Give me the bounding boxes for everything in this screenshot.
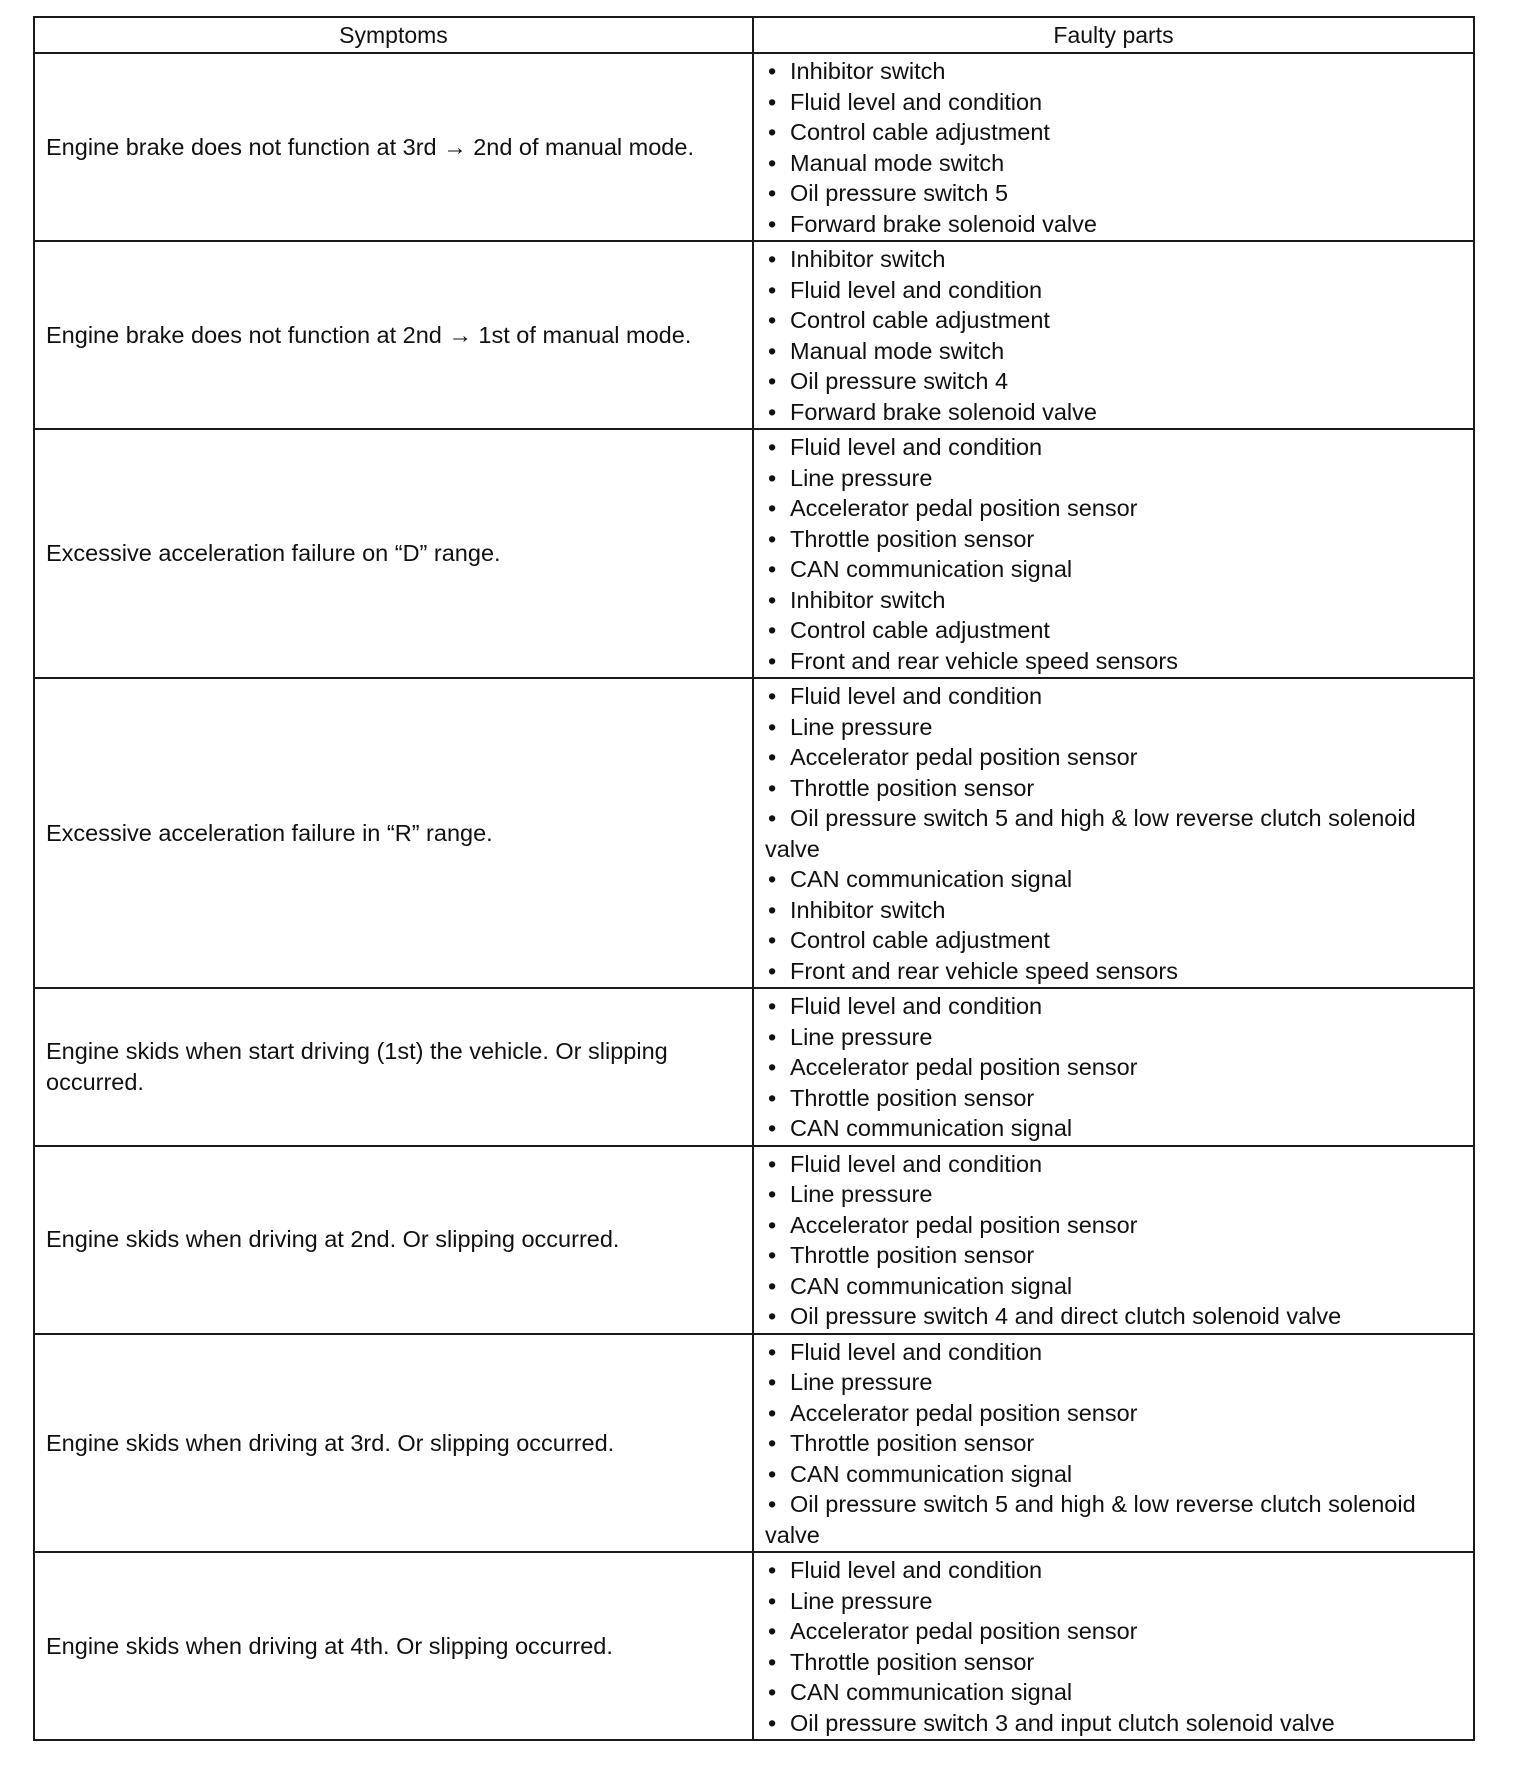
faulty-part-item (765, 1398, 1465, 1429)
faulty-part-item (765, 1367, 1465, 1398)
faulty-part-item (765, 1428, 1465, 1459)
symptoms-header: Symptoms (34, 17, 753, 53)
bullet-icon: • (768, 246, 777, 272)
bullet-icon: • (768, 896, 777, 923)
faulty-part-item (765, 397, 1465, 428)
faulty-part-item (765, 366, 1465, 397)
faulty-part-item (765, 1616, 1465, 1647)
symptom-cell: Engine skids when driving at 2nd. Or slipping occurred. (34, 1146, 753, 1334)
bullet-icon: • (768, 149, 777, 176)
faulty-part-item (765, 1708, 1465, 1739)
faulty-part-label: Forward brake solenoid valve (790, 210, 1097, 237)
faulty-parts-list (765, 432, 1465, 676)
faulty-part-label: Forward brake solenoid valve (790, 398, 1097, 425)
bullet-icon: • (768, 307, 777, 333)
faulty-part-label: Fluid level and condition (790, 434, 1043, 460)
bullet-icon: • (768, 744, 777, 770)
symptom-cell: Engine skids when start driving (1st) the vehicle. Or slipping occurred. (34, 988, 753, 1146)
faulty-parts-list (765, 1555, 1465, 1738)
faulty-part-label: Line pressure (790, 1181, 933, 1207)
faulty-part-label: CAN communication signal (790, 1115, 1073, 1141)
faulty-part-item (765, 1083, 1465, 1114)
faulty-part-item (765, 1677, 1465, 1708)
bullet-icon: • (768, 647, 777, 674)
faulty-parts-cell (753, 429, 1474, 678)
faulty-part-label: CAN communication signal (790, 556, 1073, 582)
faulty-part-item (765, 956, 1465, 987)
faulty-part-item (765, 1586, 1465, 1617)
faulty-part-label: Fluid level and condition (790, 1150, 1043, 1177)
bullet-icon: • (768, 556, 777, 582)
faulty-part-label: Inhibitor switch (790, 246, 946, 272)
faulty-part-label: Fluid level and condition (790, 276, 1043, 303)
faulty-part-item (765, 87, 1465, 118)
faulty-part-label: Oil pressure switch 5 and high & low reverse clutch solenoid valve (765, 805, 1416, 862)
faulty-part-item (765, 1271, 1465, 1302)
bullet-icon: • (768, 805, 777, 831)
faulty-part-label: Throttle position sensor (790, 525, 1035, 552)
faulty-part-label: Accelerator pedal position sensor (790, 1618, 1138, 1644)
bullet-icon: • (768, 525, 777, 552)
faulty-part-label: Control cable adjustment (790, 119, 1050, 145)
bullet-icon: • (768, 866, 777, 892)
symptom-cell: Engine brake does not function at 3rd → 2nd of manual mode. (34, 53, 753, 241)
faulty-part-label: Line pressure (790, 1587, 933, 1614)
bullet-icon: • (768, 1303, 777, 1329)
faulty-part-label: Fluid level and condition (790, 88, 1043, 115)
bullet-icon: • (768, 586, 777, 613)
faulty-part-label: Front and rear vehicle speed sensors (790, 957, 1178, 984)
faulty-part-label: Throttle position sensor (790, 1242, 1035, 1268)
bullet-icon: • (768, 464, 777, 491)
faulty-part-label: Throttle position sensor (790, 1430, 1035, 1456)
bullet-icon: • (768, 1648, 777, 1675)
symptom-table (33, 16, 1475, 1741)
faulty-parts-list (765, 681, 1465, 986)
faulty-part-item (765, 1113, 1465, 1144)
faulty-part-label: CAN communication signal (790, 1679, 1073, 1705)
bullet-icon: • (768, 1115, 777, 1141)
faulty-part-item (765, 1149, 1465, 1180)
faulty-part-label: Front and rear vehicle speed sensors (790, 647, 1178, 674)
table-row (34, 1334, 1474, 1553)
bullet-icon: • (768, 434, 777, 460)
faulty-part-label: Accelerator pedal position sensor (790, 495, 1138, 521)
faulty-part-item (765, 681, 1465, 712)
faulty-parts-list (765, 991, 1465, 1144)
bullet-icon: • (768, 774, 777, 801)
bullet-icon: • (768, 1430, 777, 1456)
bullet-icon: • (768, 1211, 777, 1238)
faulty-parts-cell (753, 1146, 1474, 1334)
faulty-part-label: Fluid level and condition (790, 1557, 1043, 1583)
bullet-icon: • (768, 1557, 777, 1583)
table-row (34, 241, 1474, 429)
faulty-part-item (765, 178, 1465, 209)
table-row (34, 988, 1474, 1146)
faulty-part-item (765, 275, 1465, 306)
bullet-icon: • (768, 1491, 777, 1517)
faulty-part-item (765, 305, 1465, 336)
faulty-part-label: Oil pressure switch 4 (790, 368, 1009, 394)
faulty-part-item (765, 1647, 1465, 1678)
faulty-part-item (765, 925, 1465, 956)
faulty-part-item (765, 524, 1465, 555)
faulty-part-label: Inhibitor switch (790, 58, 946, 84)
bullet-icon: • (768, 276, 777, 303)
faulty-part-label: Oil pressure switch 3 and input clutch solenoid valve (790, 1709, 1335, 1736)
faulty-part-item (765, 1052, 1465, 1083)
faulty-part-label: Manual mode switch (790, 149, 1005, 176)
faulty-part-label: Fluid level and condition (790, 993, 1043, 1019)
faulty-part-label: Inhibitor switch (790, 896, 946, 923)
faulty-part-label: CAN communication signal (790, 1460, 1073, 1487)
faulty-part-label: Throttle position sensor (790, 1084, 1035, 1111)
bullet-icon: • (768, 1272, 777, 1299)
faulty-part-label: Control cable adjustment (790, 617, 1050, 643)
table-row (34, 429, 1474, 678)
faulty-part-label: Throttle position sensor (790, 774, 1035, 801)
bullet-icon: • (768, 1460, 777, 1487)
faulty-part-item (765, 1240, 1465, 1271)
faulty-part-label: Accelerator pedal position sensor (790, 1054, 1138, 1080)
faulty-parts-list (765, 1149, 1465, 1332)
bullet-icon: • (768, 1023, 777, 1050)
bullet-icon: • (768, 957, 777, 984)
bullet-icon: • (768, 1709, 777, 1736)
table-row (34, 678, 1474, 988)
faulty-part-item (765, 554, 1465, 585)
bullet-icon: • (768, 1150, 777, 1177)
bullet-icon: • (768, 1399, 777, 1426)
bullet-icon: • (768, 119, 777, 145)
bullet-icon: • (768, 1181, 777, 1207)
faulty-part-label: Fluid level and condition (790, 683, 1043, 709)
bullet-icon: • (768, 1369, 777, 1395)
faulty-parts-list (765, 56, 1465, 239)
bullet-icon: • (768, 1242, 777, 1268)
faulty-parts-cell (753, 241, 1474, 429)
faulty-part-item (765, 209, 1465, 240)
faulty-part-item (765, 864, 1465, 895)
faulty-part-item (765, 1555, 1465, 1586)
symptom-cell: Engine skids when driving at 3rd. Or slipping occurred. (34, 1334, 753, 1553)
faulty-part-item (765, 432, 1465, 463)
faulty-part-item (765, 1179, 1465, 1210)
symptom-cell: Engine skids when driving at 4th. Or slipping occurred. (34, 1552, 753, 1740)
faulty-part-item (765, 148, 1465, 179)
bullet-icon: • (768, 180, 777, 206)
faulty-part-item (765, 117, 1465, 148)
faulty-parts-header: Faulty parts (753, 17, 1474, 53)
table-body (34, 53, 1474, 1740)
faulty-parts-cell (753, 1552, 1474, 1740)
faulty-part-item (765, 336, 1465, 367)
faulty-part-item (765, 1210, 1465, 1241)
faulty-part-label: Oil pressure switch 5 and high & low reverse clutch solenoid valve (765, 1491, 1416, 1548)
faulty-part-item (765, 493, 1465, 524)
faulty-part-item (765, 712, 1465, 743)
faulty-part-label: CAN communication signal (790, 866, 1073, 892)
faulty-part-label: Oil pressure switch 4 and direct clutch solenoid valve (790, 1303, 1342, 1329)
bullet-icon: • (768, 337, 777, 364)
faulty-part-label: Inhibitor switch (790, 586, 946, 613)
faulty-part-label: Line pressure (790, 1369, 933, 1395)
bullet-icon: • (768, 1679, 777, 1705)
bullet-icon: • (768, 1618, 777, 1644)
bullet-icon: • (768, 617, 777, 643)
table-row (34, 1552, 1474, 1740)
bullet-icon: • (768, 88, 777, 115)
header-row (34, 17, 1474, 53)
bullet-icon: • (768, 927, 777, 953)
faulty-part-label: Line pressure (790, 713, 933, 740)
faulty-part-item (765, 646, 1465, 677)
faulty-parts-cell (753, 1334, 1474, 1553)
faulty-parts-list (765, 244, 1465, 427)
bullet-icon: • (768, 398, 777, 425)
faulty-part-label: Accelerator pedal position sensor (790, 1399, 1138, 1426)
faulty-part-label: Throttle position sensor (790, 1648, 1035, 1675)
faulty-part-item (765, 463, 1465, 494)
faulty-part-item (765, 895, 1465, 926)
faulty-part-label: Accelerator pedal position sensor (790, 744, 1138, 770)
faulty-part-label: Fluid level and condition (790, 1338, 1043, 1365)
faulty-part-item (765, 742, 1465, 773)
faulty-parts-cell (753, 988, 1474, 1146)
faulty-part-item (765, 1489, 1465, 1550)
bullet-icon: • (768, 58, 777, 84)
faulty-part-item (765, 56, 1465, 87)
symptom-cell: Engine brake does not function at 2nd → 1st of manual mode. (34, 241, 753, 429)
faulty-part-item (765, 1337, 1465, 1368)
faulty-part-item (765, 773, 1465, 804)
faulty-part-label: Control cable adjustment (790, 307, 1050, 333)
bullet-icon: • (768, 368, 777, 394)
faulty-part-item (765, 803, 1465, 864)
bullet-icon: • (768, 1054, 777, 1080)
faulty-part-label: CAN communication signal (790, 1272, 1073, 1299)
bullet-icon: • (768, 1587, 777, 1614)
faulty-part-label: Manual mode switch (790, 337, 1005, 364)
bullet-icon: • (768, 683, 777, 709)
faulty-part-label: Accelerator pedal position sensor (790, 1211, 1138, 1238)
bullet-icon: • (768, 495, 777, 521)
bullet-icon: • (768, 1084, 777, 1111)
faulty-part-item (765, 1022, 1465, 1053)
faulty-parts-cell (753, 53, 1474, 241)
faulty-part-item (765, 1459, 1465, 1490)
faulty-part-label: Line pressure (790, 1023, 933, 1050)
faulty-part-item (765, 991, 1465, 1022)
table-row (34, 1146, 1474, 1334)
faulty-part-label: Line pressure (790, 464, 933, 491)
symptom-cell: Excessive acceleration failure in “R” range. (34, 678, 753, 988)
faulty-part-item (765, 1301, 1465, 1332)
bullet-icon: • (768, 1338, 777, 1365)
bullet-icon: • (768, 713, 777, 740)
faulty-part-item (765, 615, 1465, 646)
table-row (34, 53, 1474, 241)
faulty-parts-cell (753, 678, 1474, 988)
bullet-icon: • (768, 210, 777, 237)
faulty-part-item (765, 585, 1465, 616)
faulty-part-label: Oil pressure switch 5 (790, 180, 1009, 206)
bullet-icon: • (768, 993, 777, 1019)
faulty-parts-list (765, 1337, 1465, 1551)
faulty-part-item (765, 244, 1465, 275)
symptom-cell: Excessive acceleration failure on “D” range. (34, 429, 753, 678)
faulty-part-label: Control cable adjustment (790, 927, 1050, 953)
